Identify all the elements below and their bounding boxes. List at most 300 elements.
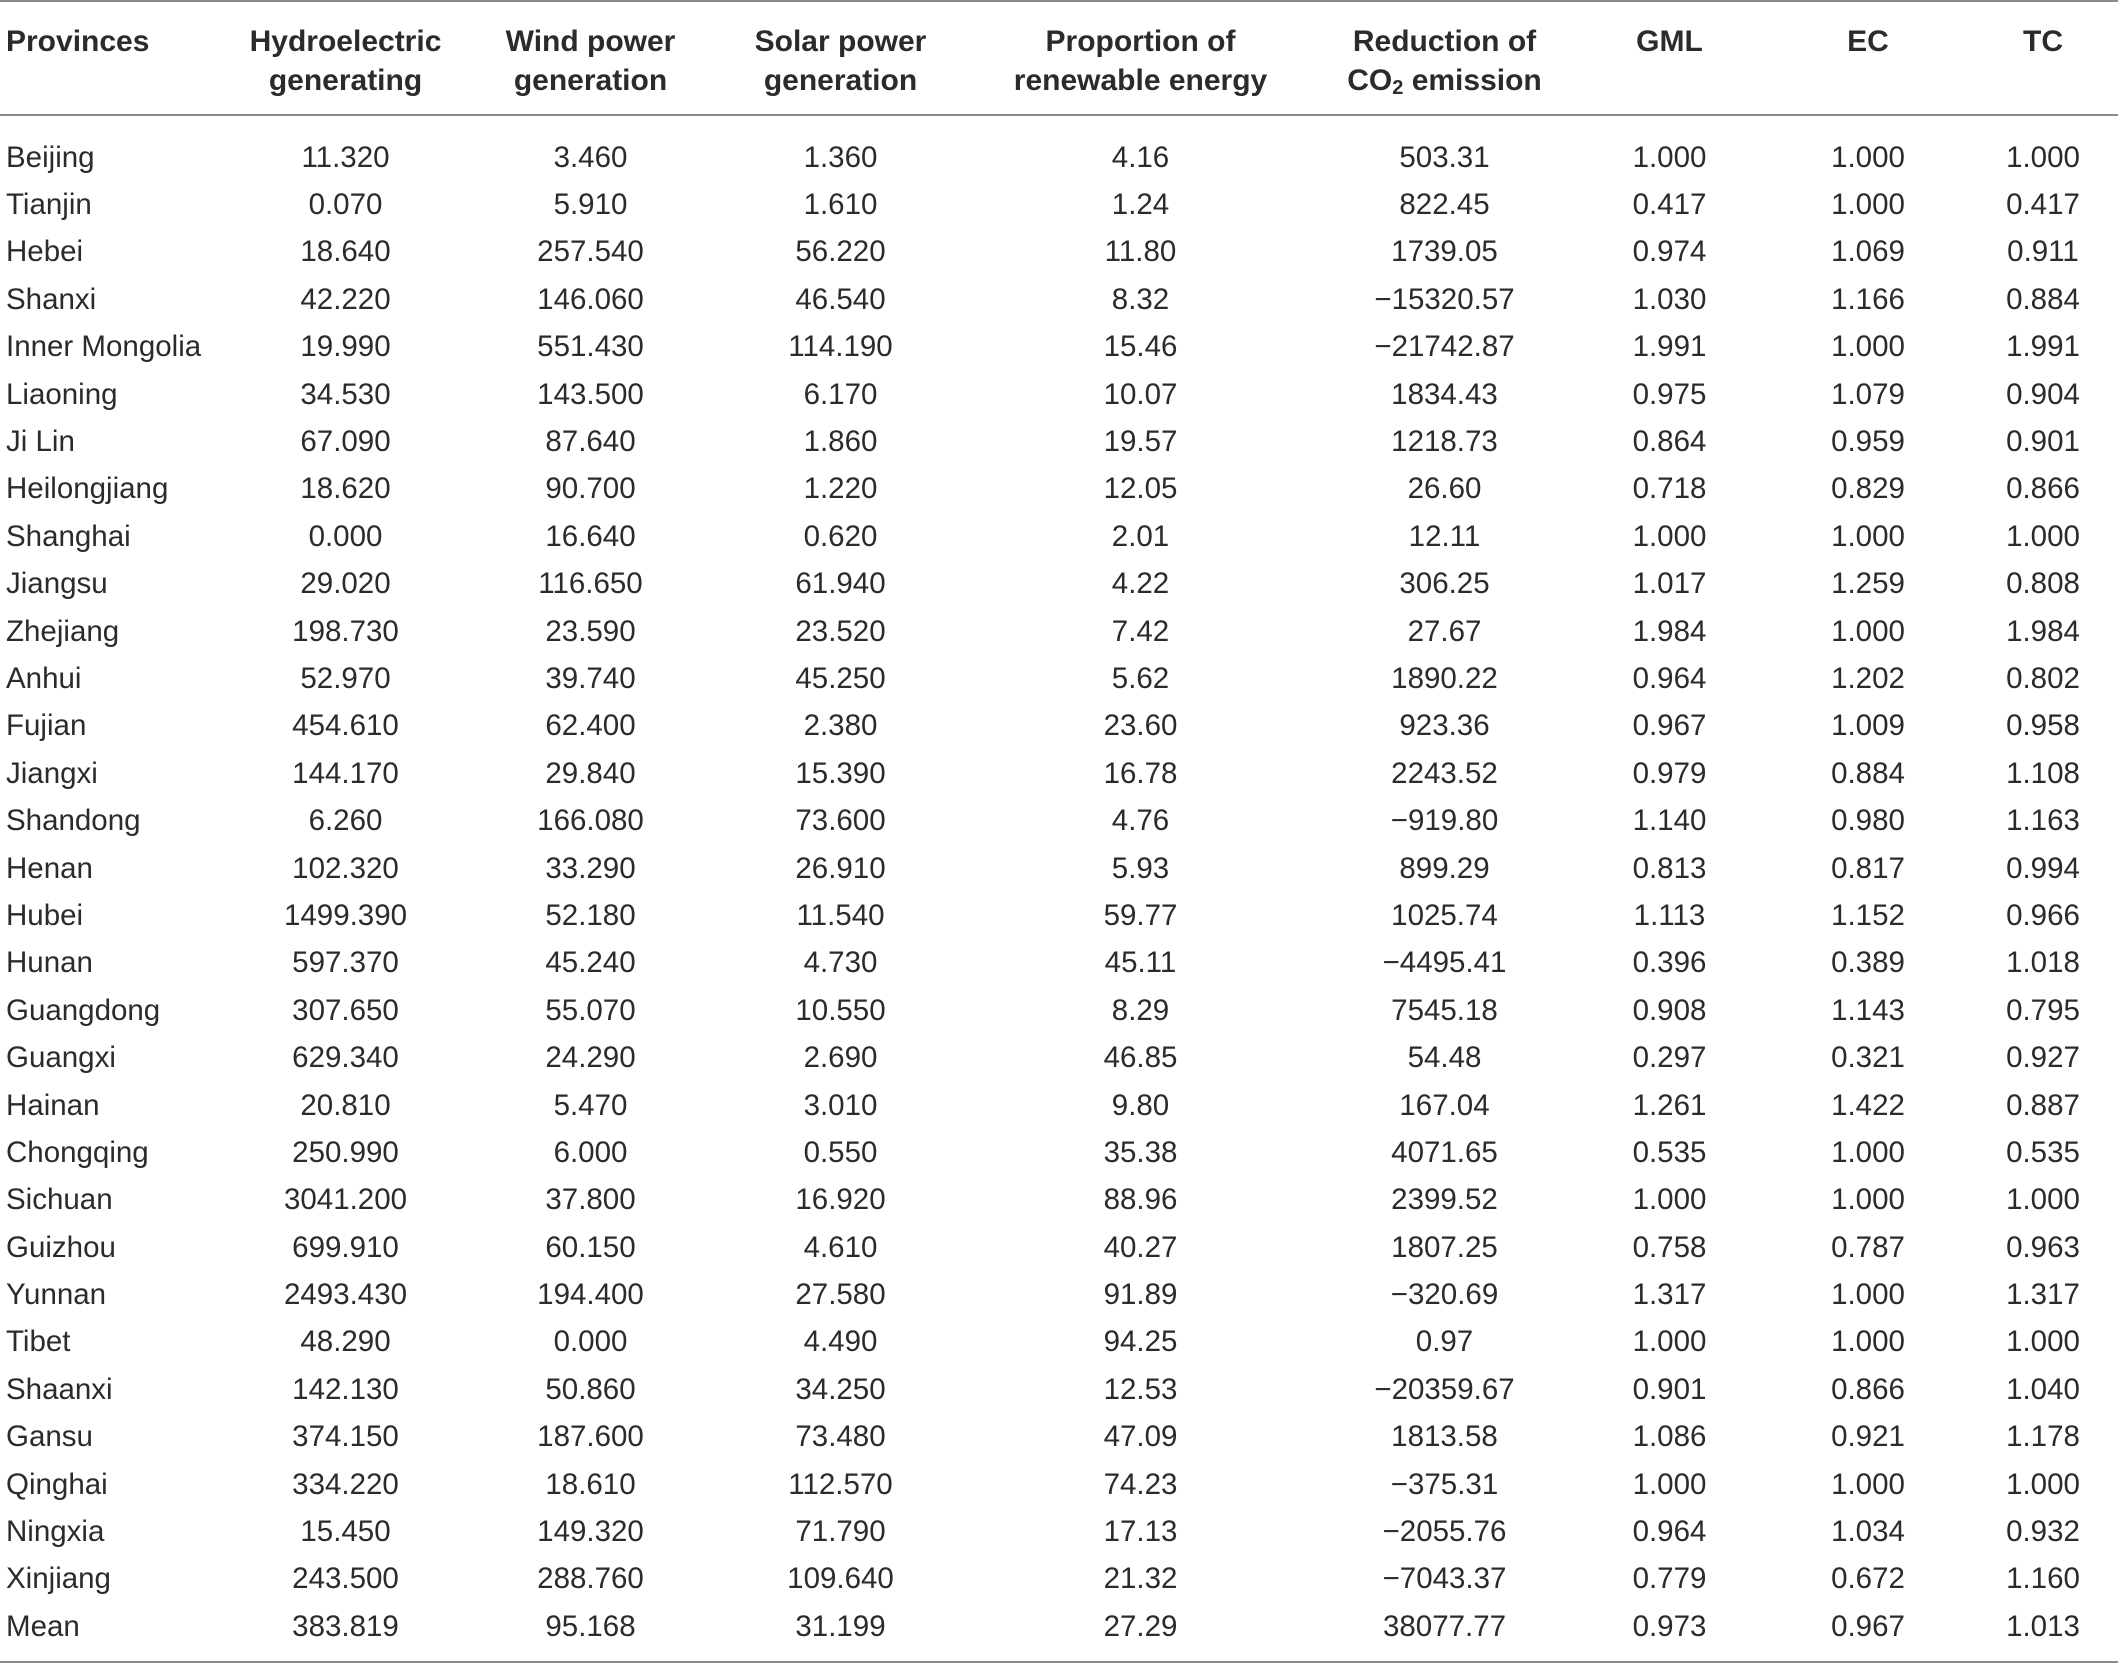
cell-wind-power: 33.290 bbox=[545, 851, 636, 885]
cell-hydroelectric: 19.990 bbox=[300, 330, 391, 364]
cell-hydroelectric: 699.910 bbox=[292, 1230, 399, 1264]
cell-hydroelectric: 383.819 bbox=[292, 1609, 399, 1643]
cell-gml: 0.974 bbox=[1632, 235, 1707, 269]
table-row bbox=[0, 1319, 2118, 1366]
table-row bbox=[0, 418, 2118, 465]
cell-co2-reduction: −320.69 bbox=[1390, 1278, 1499, 1312]
table-row bbox=[0, 608, 2118, 655]
cell-hydroelectric: 0.000 bbox=[308, 519, 383, 553]
cell-gml: 1.000 bbox=[1632, 1183, 1707, 1217]
cell-solar-power: 11.540 bbox=[796, 898, 885, 932]
cell-co2-reduction: 12.11 bbox=[1408, 519, 1481, 553]
cell-gml: 0.779 bbox=[1632, 1562, 1707, 1596]
cell-province: Tibet bbox=[6, 1325, 71, 1359]
table-row bbox=[0, 371, 2118, 418]
cell-renewable-proportion: 11.80 bbox=[1104, 235, 1177, 269]
cell-gml: 0.417 bbox=[1632, 188, 1707, 222]
table-row bbox=[0, 1082, 2118, 1129]
cell-ec: 1.152 bbox=[1831, 898, 1905, 932]
cell-province: Guizhou bbox=[6, 1230, 116, 1264]
cell-tc: 1.163 bbox=[2006, 804, 2080, 838]
cell-hydroelectric: 307.650 bbox=[292, 993, 399, 1027]
cell-wind-power: 257.540 bbox=[537, 235, 644, 269]
cell-gml: 1.317 bbox=[1632, 1278, 1707, 1312]
cell-wind-power: 29.840 bbox=[545, 756, 636, 790]
table-row bbox=[0, 703, 2118, 750]
cell-ec: 1.000 bbox=[1831, 1278, 1905, 1312]
cell-tc: 0.958 bbox=[2006, 709, 2080, 743]
cell-hydroelectric: 34.530 bbox=[300, 377, 391, 411]
cell-hydroelectric: 67.090 bbox=[300, 425, 391, 459]
table-row bbox=[0, 276, 2118, 323]
cell-tc: 1.991 bbox=[2006, 330, 2080, 364]
cell-hydroelectric: 243.500 bbox=[292, 1562, 399, 1596]
cell-co2-reduction: 0.97 bbox=[1415, 1325, 1474, 1359]
cell-province: Shanxi bbox=[6, 282, 97, 316]
cell-solar-power: 16.920 bbox=[795, 1183, 886, 1217]
cell-hydroelectric: 20.810 bbox=[300, 1088, 391, 1122]
cell-co2-reduction: −919.80 bbox=[1390, 804, 1499, 838]
cell-ec: 1.202 bbox=[1831, 661, 1905, 695]
cell-renewable-proportion: 35.38 bbox=[1103, 1135, 1178, 1169]
cell-tc: 0.795 bbox=[2006, 993, 2080, 1027]
cell-co2-reduction: 27.67 bbox=[1407, 614, 1482, 648]
cell-renewable-proportion: 74.23 bbox=[1103, 1467, 1178, 1501]
table-row bbox=[0, 940, 2118, 987]
cell-solar-power: 1.360 bbox=[803, 140, 878, 174]
cell-tc: 1.000 bbox=[2006, 140, 2080, 174]
cell-province: Fujian bbox=[6, 709, 87, 743]
cell-province: Guangdong bbox=[6, 993, 161, 1027]
cell-tc: 1.013 bbox=[2006, 1609, 2080, 1643]
header-gml: GML bbox=[1636, 25, 1703, 58]
cell-renewable-proportion: 23.60 bbox=[1103, 709, 1178, 743]
cell-province: Hebei bbox=[6, 235, 84, 269]
cell-hydroelectric: 29.020 bbox=[300, 567, 391, 601]
cell-province: Qinghai bbox=[6, 1467, 108, 1501]
table-body bbox=[0, 115, 2118, 1662]
cell-renewable-proportion: 8.32 bbox=[1111, 282, 1170, 316]
cell-co2-reduction: 306.25 bbox=[1399, 567, 1490, 601]
cell-gml: 1.000 bbox=[1632, 1467, 1707, 1501]
cell-gml: 0.718 bbox=[1632, 472, 1707, 506]
cell-wind-power: 23.590 bbox=[545, 614, 636, 648]
cell-solar-power: 4.730 bbox=[803, 946, 878, 980]
cell-renewable-proportion: 59.77 bbox=[1103, 898, 1178, 932]
cell-gml: 1.000 bbox=[1632, 1325, 1707, 1359]
cell-wind-power: 166.080 bbox=[537, 804, 644, 838]
cell-renewable-proportion: 40.27 bbox=[1103, 1230, 1178, 1264]
table-row bbox=[0, 892, 2118, 939]
cell-solar-power: 23.520 bbox=[795, 614, 886, 648]
cell-ec: 1.259 bbox=[1831, 567, 1905, 601]
cell-tc: 0.927 bbox=[2006, 1041, 2080, 1075]
table-row bbox=[0, 987, 2118, 1034]
cell-solar-power: 2.690 bbox=[803, 1041, 878, 1075]
cell-gml: 1.000 bbox=[1632, 140, 1707, 174]
cell-ec: 1.000 bbox=[1831, 1325, 1905, 1359]
cell-renewable-proportion: 7.42 bbox=[1111, 614, 1170, 648]
cell-hydroelectric: 374.150 bbox=[292, 1420, 399, 1454]
cell-wind-power: 52.180 bbox=[545, 898, 636, 932]
cell-ec: 1.069 bbox=[1831, 235, 1905, 269]
cell-tc: 0.911 bbox=[2007, 235, 2079, 269]
cell-solar-power: 1.610 bbox=[803, 188, 878, 222]
table-row bbox=[0, 324, 2118, 371]
cell-wind-power: 116.650 bbox=[538, 567, 643, 601]
cell-gml: 0.758 bbox=[1632, 1230, 1707, 1264]
cell-gml: 0.396 bbox=[1632, 946, 1707, 980]
cell-province: Shaanxi bbox=[6, 1372, 113, 1406]
cell-renewable-proportion: 1.24 bbox=[1111, 188, 1170, 222]
cell-gml: 1.984 bbox=[1632, 614, 1707, 648]
cell-tc: 1.000 bbox=[2006, 519, 2080, 553]
cell-gml: 0.979 bbox=[1632, 756, 1707, 790]
table-row bbox=[0, 1556, 2118, 1603]
cell-province: Chongqing bbox=[6, 1135, 149, 1169]
table-row bbox=[0, 181, 2118, 228]
cell-co2-reduction: −375.31 bbox=[1390, 1467, 1499, 1501]
cell-co2-reduction: 4071.65 bbox=[1391, 1135, 1498, 1169]
cell-ec: 1.000 bbox=[1831, 140, 1905, 174]
cell-tc: 1.018 bbox=[2006, 946, 2080, 980]
cell-co2-reduction: −2055.76 bbox=[1382, 1515, 1507, 1549]
cell-wind-power: 0.000 bbox=[553, 1325, 628, 1359]
cell-co2-reduction: 1834.43 bbox=[1391, 377, 1498, 411]
cell-tc: 0.904 bbox=[2006, 377, 2080, 411]
cell-renewable-proportion: 21.32 bbox=[1103, 1562, 1178, 1596]
cell-solar-power: 0.620 bbox=[803, 519, 878, 553]
cell-wind-power: 60.150 bbox=[545, 1230, 636, 1264]
cell-gml: 0.901 bbox=[1632, 1372, 1707, 1406]
cell-solar-power: 1.860 bbox=[803, 425, 878, 459]
cell-hydroelectric: 102.320 bbox=[292, 851, 399, 885]
cell-ec: 1.000 bbox=[1831, 519, 1905, 553]
cell-gml: 1.261 bbox=[1632, 1088, 1707, 1122]
cell-hydroelectric: 18.640 bbox=[300, 235, 391, 269]
cell-gml: 0.967 bbox=[1632, 709, 1707, 743]
cell-tc: 0.866 bbox=[2006, 472, 2080, 506]
cell-co2-reduction: 2399.52 bbox=[1391, 1183, 1498, 1217]
cell-gml: 0.975 bbox=[1632, 377, 1707, 411]
cell-wind-power: 5.470 bbox=[553, 1088, 628, 1122]
header-provinces: Provinces bbox=[6, 25, 150, 58]
table-row bbox=[0, 1603, 2118, 1661]
cell-tc: 1.000 bbox=[2006, 1183, 2080, 1217]
cell-co2-reduction: 1807.25 bbox=[1391, 1230, 1498, 1264]
cell-wind-power: 551.430 bbox=[537, 330, 644, 364]
table-row bbox=[0, 1224, 2118, 1271]
cell-tc: 1.317 bbox=[2006, 1278, 2080, 1312]
table-row bbox=[0, 1508, 2118, 1555]
cell-ec: 1.166 bbox=[1831, 282, 1905, 316]
table-row bbox=[0, 1129, 2118, 1176]
cell-solar-power: 2.380 bbox=[803, 709, 878, 743]
cell-tc: 1.178 bbox=[2006, 1420, 2080, 1454]
cell-province: Shanghai bbox=[6, 519, 131, 553]
cell-tc: 0.887 bbox=[2006, 1088, 2080, 1122]
cell-province: Guangxi bbox=[6, 1041, 116, 1075]
header-wind-power: Wind power generation bbox=[505, 25, 676, 97]
cell-renewable-proportion: 8.29 bbox=[1111, 993, 1170, 1027]
cell-co2-reduction: 2243.52 bbox=[1391, 756, 1498, 790]
cell-ec: 1.143 bbox=[1831, 993, 1905, 1027]
cell-ec: 0.884 bbox=[1831, 756, 1905, 790]
header-tc: TC bbox=[2023, 25, 2063, 58]
cell-ec: 1.000 bbox=[1831, 1467, 1905, 1501]
cell-province: Gansu bbox=[6, 1420, 93, 1454]
cell-wind-power: 3.460 bbox=[553, 140, 628, 174]
cell-ec: 1.000 bbox=[1831, 330, 1905, 364]
cell-gml: 1.140 bbox=[1632, 804, 1707, 838]
cell-renewable-proportion: 4.76 bbox=[1111, 804, 1170, 838]
table-row bbox=[0, 1366, 2118, 1413]
cell-co2-reduction: 167.04 bbox=[1399, 1088, 1490, 1122]
cell-wind-power: 288.760 bbox=[537, 1562, 644, 1596]
table-row bbox=[0, 561, 2118, 608]
cell-renewable-proportion: 16.78 bbox=[1103, 756, 1178, 790]
cell-ec: 0.817 bbox=[1831, 851, 1905, 885]
cell-gml: 1.991 bbox=[1632, 330, 1707, 364]
cell-solar-power: 27.580 bbox=[795, 1278, 886, 1312]
cell-hydroelectric: 11.320 bbox=[301, 140, 390, 174]
cell-gml: 0.535 bbox=[1632, 1135, 1707, 1169]
cell-solar-power: 6.170 bbox=[803, 377, 878, 411]
cell-wind-power: 149.320 bbox=[537, 1515, 644, 1549]
cell-province: Ji Lin bbox=[6, 425, 75, 459]
cell-wind-power: 45.240 bbox=[545, 946, 636, 980]
cell-tc: 0.535 bbox=[2006, 1135, 2080, 1169]
cell-co2-reduction: 899.29 bbox=[1399, 851, 1490, 885]
cell-solar-power: 31.199 bbox=[795, 1609, 886, 1643]
cell-ec: 1.000 bbox=[1831, 614, 1905, 648]
cell-solar-power: 109.640 bbox=[787, 1562, 894, 1596]
cell-co2-reduction: 822.45 bbox=[1399, 188, 1490, 222]
cell-province: Mean bbox=[6, 1609, 80, 1643]
cell-tc: 0.808 bbox=[2006, 567, 2080, 601]
cell-co2-reduction: 38077.77 bbox=[1382, 1609, 1507, 1643]
table-row bbox=[0, 115, 2118, 181]
cell-co2-reduction: 923.36 bbox=[1399, 709, 1490, 743]
cell-hydroelectric: 18.620 bbox=[300, 472, 391, 506]
cell-wind-power: 50.860 bbox=[545, 1372, 636, 1406]
cell-tc: 1.984 bbox=[2006, 614, 2080, 648]
cell-hydroelectric: 0.070 bbox=[308, 188, 383, 222]
cell-tc: 0.884 bbox=[2006, 282, 2080, 316]
cell-solar-power: 45.250 bbox=[795, 661, 886, 695]
cell-gml: 1.017 bbox=[1632, 567, 1707, 601]
cell-solar-power: 26.910 bbox=[795, 851, 886, 885]
cell-renewable-proportion: 5.93 bbox=[1111, 851, 1170, 885]
table-row bbox=[0, 797, 2118, 844]
table-row bbox=[0, 1177, 2118, 1224]
table-header bbox=[0, 1, 2118, 115]
cell-gml: 1.113 bbox=[1633, 898, 1706, 932]
cell-tc: 1.040 bbox=[2006, 1372, 2080, 1406]
cell-province: Jiangsu bbox=[6, 567, 108, 601]
cell-ec: 0.321 bbox=[1831, 1041, 1905, 1075]
cell-hydroelectric: 142.130 bbox=[292, 1372, 399, 1406]
cell-wind-power: 24.290 bbox=[545, 1041, 636, 1075]
cell-co2-reduction: 1218.73 bbox=[1391, 425, 1498, 459]
cell-province: Inner Mongolia bbox=[6, 330, 202, 364]
cell-ec: 1.079 bbox=[1831, 377, 1905, 411]
cell-tc: 0.994 bbox=[2006, 851, 2080, 885]
cell-ec: 0.921 bbox=[1831, 1420, 1905, 1454]
cell-tc: 0.417 bbox=[2006, 188, 2080, 222]
cell-co2-reduction: −20359.67 bbox=[1374, 1372, 1515, 1406]
cell-solar-power: 3.010 bbox=[803, 1088, 878, 1122]
cell-ec: 0.866 bbox=[1831, 1372, 1905, 1406]
cell-co2-reduction: 26.60 bbox=[1407, 472, 1482, 506]
cell-hydroelectric: 334.220 bbox=[292, 1467, 399, 1501]
cell-renewable-proportion: 5.62 bbox=[1111, 661, 1170, 695]
cell-tc: 0.802 bbox=[2006, 661, 2080, 695]
cell-hydroelectric: 597.370 bbox=[292, 946, 399, 980]
cell-solar-power: 73.600 bbox=[795, 804, 886, 838]
cell-province: Sichuan bbox=[6, 1183, 113, 1217]
cell-solar-power: 61.940 bbox=[795, 567, 886, 601]
cell-province: Hubei bbox=[6, 898, 84, 932]
table-row bbox=[0, 466, 2118, 513]
cell-wind-power: 62.400 bbox=[545, 709, 636, 743]
cell-co2-reduction: 1813.58 bbox=[1391, 1420, 1498, 1454]
cell-wind-power: 5.910 bbox=[553, 188, 628, 222]
cell-wind-power: 95.168 bbox=[545, 1609, 636, 1643]
cell-province: Henan bbox=[6, 851, 93, 885]
table-row bbox=[0, 845, 2118, 892]
cell-province: Liaoning bbox=[6, 377, 118, 411]
cell-ec: 0.672 bbox=[1831, 1562, 1905, 1596]
cell-renewable-proportion: 4.16 bbox=[1111, 140, 1170, 174]
cell-ec: 0.389 bbox=[1831, 946, 1905, 980]
cell-ec: 1.000 bbox=[1831, 1135, 1905, 1169]
cell-renewable-proportion: 27.29 bbox=[1103, 1609, 1178, 1643]
cell-tc: 0.901 bbox=[2006, 425, 2080, 459]
cell-co2-reduction: 54.48 bbox=[1407, 1041, 1482, 1075]
cell-hydroelectric: 3041.200 bbox=[283, 1183, 408, 1217]
header-ec: EC bbox=[1847, 25, 1889, 58]
table-row bbox=[0, 513, 2118, 560]
table-row bbox=[0, 1034, 2118, 1081]
cell-tc: 0.932 bbox=[2006, 1515, 2080, 1549]
table-row bbox=[0, 655, 2118, 702]
cell-solar-power: 112.570 bbox=[788, 1467, 893, 1501]
cell-co2-reduction: 7545.18 bbox=[1391, 993, 1498, 1027]
cell-province: Tianjin bbox=[6, 188, 92, 222]
cell-wind-power: 187.600 bbox=[537, 1420, 644, 1454]
cell-province: Anhui bbox=[6, 661, 82, 695]
cell-wind-power: 87.640 bbox=[545, 425, 636, 459]
cell-ec: 1.000 bbox=[1831, 1183, 1905, 1217]
cell-renewable-proportion: 47.09 bbox=[1103, 1420, 1178, 1454]
cell-ec: 0.829 bbox=[1831, 472, 1905, 506]
cell-gml: 1.086 bbox=[1632, 1420, 1707, 1454]
cell-hydroelectric: 42.220 bbox=[300, 282, 391, 316]
cell-renewable-proportion: 88.96 bbox=[1103, 1183, 1178, 1217]
cell-co2-reduction: 1739.05 bbox=[1391, 235, 1498, 269]
cell-province: Jiangxi bbox=[6, 756, 98, 790]
cell-province: Shandong bbox=[6, 804, 141, 838]
cell-gml: 0.297 bbox=[1632, 1041, 1707, 1075]
header-renewable-proportion: Proportion of renewable energy bbox=[1013, 25, 1268, 97]
cell-solar-power: 4.610 bbox=[803, 1230, 878, 1264]
cell-solar-power: 15.390 bbox=[795, 756, 886, 790]
cell-hydroelectric: 15.450 bbox=[300, 1515, 391, 1549]
cell-co2-reduction: 503.31 bbox=[1399, 140, 1490, 174]
cell-hydroelectric: 48.290 bbox=[300, 1325, 391, 1359]
cell-wind-power: 146.060 bbox=[537, 282, 644, 316]
cell-ec: 0.967 bbox=[1831, 1609, 1905, 1643]
cell-hydroelectric: 629.340 bbox=[292, 1041, 399, 1075]
cell-tc: 1.108 bbox=[2006, 756, 2080, 790]
cell-hydroelectric: 2493.430 bbox=[283, 1278, 408, 1312]
cell-ec: 1.422 bbox=[1831, 1088, 1905, 1122]
cell-province: Hunan bbox=[6, 946, 93, 980]
cell-tc: 0.966 bbox=[2006, 898, 2080, 932]
cell-hydroelectric: 6.260 bbox=[308, 804, 383, 838]
cell-ec: 0.787 bbox=[1831, 1230, 1905, 1264]
cell-tc: 1.000 bbox=[2006, 1467, 2080, 1501]
table-row bbox=[0, 1461, 2118, 1508]
cell-solar-power: 73.480 bbox=[795, 1420, 886, 1454]
cell-solar-power: 1.220 bbox=[803, 472, 878, 506]
cell-province: Beijing bbox=[6, 140, 95, 174]
cell-solar-power: 10.550 bbox=[795, 993, 886, 1027]
cell-gml: 1.000 bbox=[1632, 519, 1707, 553]
cell-renewable-proportion: 2.01 bbox=[1111, 519, 1170, 553]
cell-renewable-proportion: 19.57 bbox=[1103, 425, 1178, 459]
cell-solar-power: 114.190 bbox=[788, 330, 893, 364]
cell-co2-reduction: −7043.37 bbox=[1382, 1562, 1507, 1596]
cell-co2-reduction: −21742.87 bbox=[1374, 330, 1515, 364]
cell-wind-power: 39.740 bbox=[545, 661, 636, 695]
cell-hydroelectric: 144.170 bbox=[292, 756, 399, 790]
header-solar-power: Solar power generation bbox=[754, 25, 927, 97]
cell-wind-power: 143.500 bbox=[537, 377, 644, 411]
cell-renewable-proportion: 45.11 bbox=[1104, 946, 1177, 980]
header-row bbox=[0, 1, 2118, 115]
cell-renewable-proportion: 17.13 bbox=[1103, 1515, 1178, 1549]
cell-co2-reduction: 1890.22 bbox=[1391, 661, 1498, 695]
cell-province: Yunnan bbox=[6, 1278, 107, 1312]
table-row bbox=[0, 1414, 2118, 1461]
cell-solar-power: 56.220 bbox=[795, 235, 886, 269]
cell-tc: 1.160 bbox=[2006, 1562, 2080, 1596]
cell-gml: 0.973 bbox=[1632, 1609, 1707, 1643]
cell-wind-power: 16.640 bbox=[545, 519, 636, 553]
cell-co2-reduction: −15320.57 bbox=[1374, 282, 1515, 316]
cell-province: Hainan bbox=[6, 1088, 100, 1122]
table-row bbox=[0, 750, 2118, 797]
cell-wind-power: 55.070 bbox=[545, 993, 636, 1027]
cell-wind-power: 90.700 bbox=[545, 472, 636, 506]
cell-province: Ningxia bbox=[6, 1515, 105, 1549]
cell-ec: 0.980 bbox=[1831, 804, 1905, 838]
cell-solar-power: 46.540 bbox=[795, 282, 886, 316]
cell-ec: 1.009 bbox=[1831, 709, 1905, 743]
cell-renewable-proportion: 46.85 bbox=[1103, 1041, 1178, 1075]
cell-hydroelectric: 198.730 bbox=[292, 614, 399, 648]
cell-co2-reduction: 1025.74 bbox=[1391, 898, 1498, 932]
cell-gml: 0.813 bbox=[1632, 851, 1707, 885]
cell-hydroelectric: 1499.390 bbox=[283, 898, 408, 932]
cell-ec: 0.959 bbox=[1831, 425, 1905, 459]
cell-renewable-proportion: 91.89 bbox=[1103, 1278, 1178, 1312]
cell-solar-power: 0.550 bbox=[803, 1135, 878, 1169]
cell-renewable-proportion: 12.53 bbox=[1103, 1372, 1178, 1406]
cell-hydroelectric: 250.990 bbox=[292, 1135, 399, 1169]
